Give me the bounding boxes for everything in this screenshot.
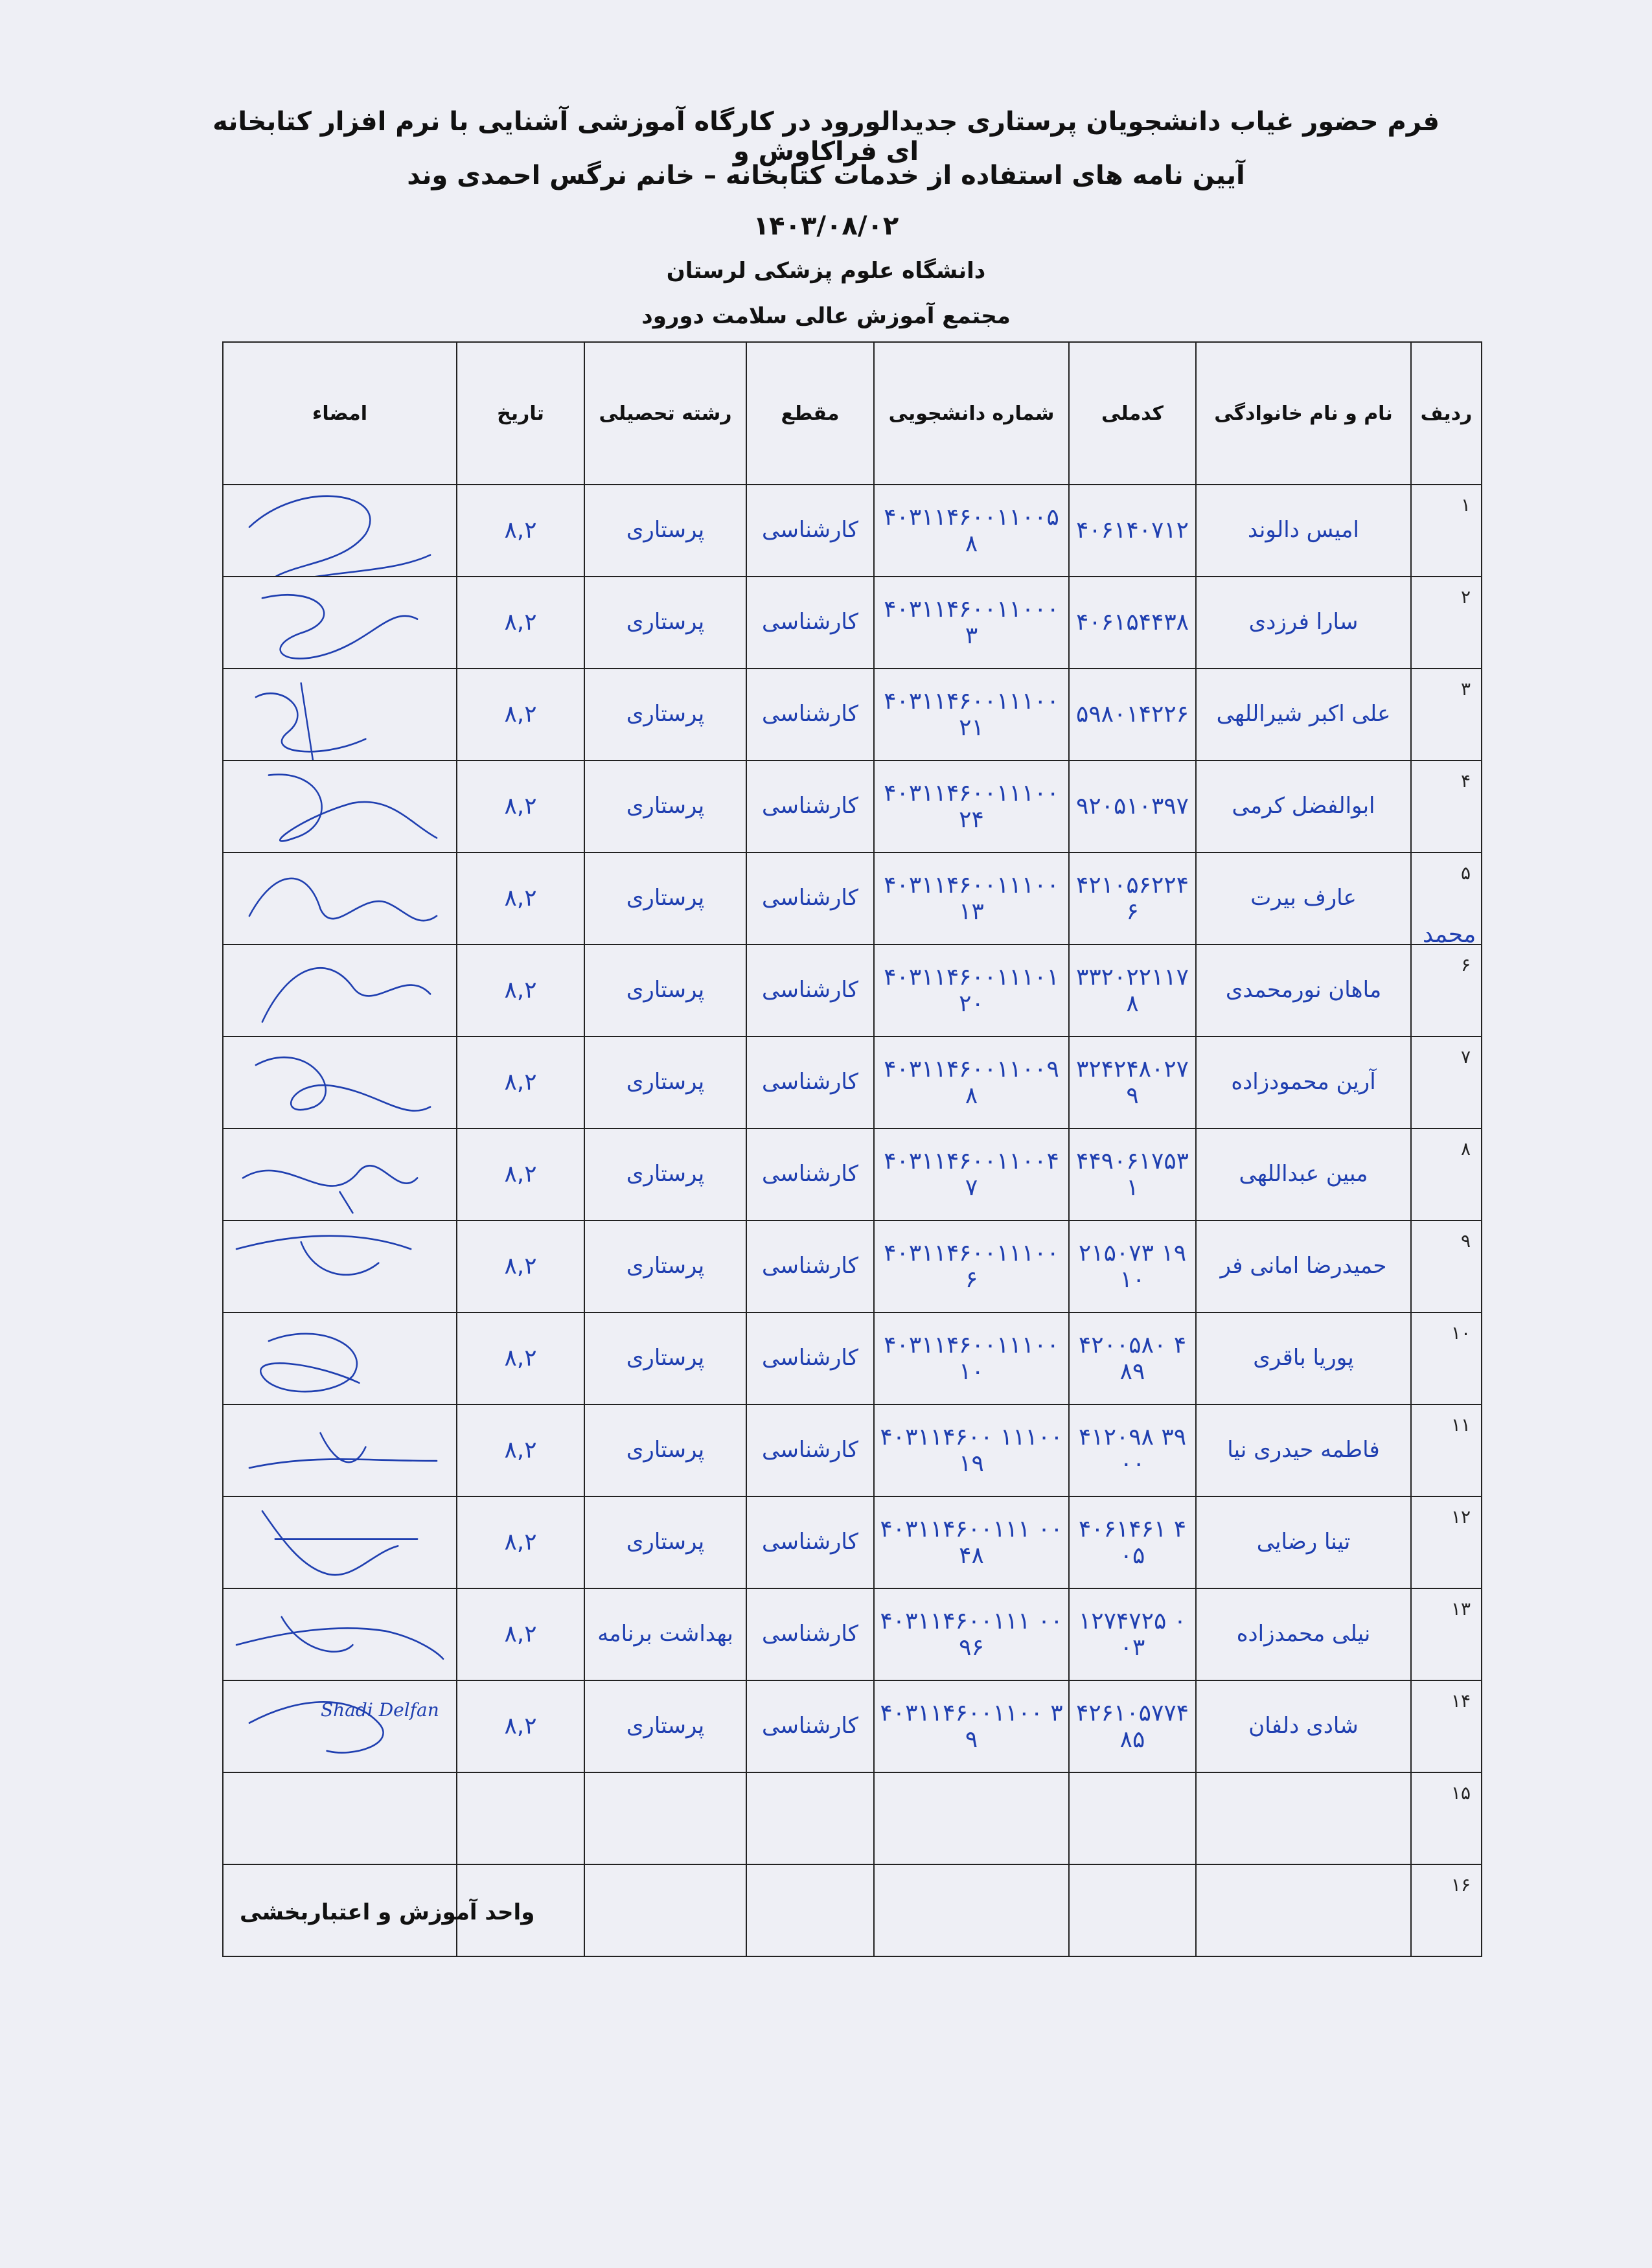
student-number-text: ۴۰۳۱۱۴۶۰۰ ۱۱۱۰۰۱۹ [880,1423,1063,1477]
student-number-text: ۴۰۳۱۱۴۶۰۰۱۱۱۰۰۲۴ [884,779,1059,833]
signature-written-name: Shadi Delfan [321,1699,439,1721]
student-number-cell [874,1588,1069,1680]
national-id-text: ۵۹۸۰۱۴۲۲۶ [1075,701,1189,728]
field-text: پرستاری [626,793,705,819]
level-text: کارشناسی [762,609,858,636]
field-cell [584,1312,746,1404]
table-row [223,485,1482,577]
date-cell [457,1496,584,1588]
signature-cell [223,1496,457,1588]
level-text: کارشناسی [762,793,858,819]
table-row [223,1220,1482,1312]
full-name-text: حمیدرضا امانی فر [1220,1253,1387,1279]
field-cell [584,945,746,1037]
student-number-text: ۴۰۳۱۱۴۶۰۰۱۱۰۰۵۸ [884,503,1059,557]
full-name-cell [1196,485,1411,577]
header-national-id: کدملی [1069,342,1196,485]
national-id-text: ۱۲۷۴۷۲۵ ۰۰۳ [1078,1607,1187,1661]
full-name-text: مبین عبداللهی [1239,1161,1368,1187]
national-id-text: ۴۲۶۱۰۵۷۷۴۸۵ [1075,1699,1189,1753]
row-number: ۹ [1411,1220,1482,1312]
student-number-text: ۴۰۳۱۱۴۶۰۰۱۱۱۰۰۶ [884,1239,1059,1293]
national-id-text: ۴۰۶۱۴۶۱ ۴۰۵ [1078,1515,1187,1569]
level-cell [746,761,874,853]
full-name-text: شادی دلفان [1248,1713,1359,1739]
attendance-table [222,341,1482,1957]
header-student-number: شماره دانشجویی [874,342,1069,485]
level-text: کارشناسی [762,1161,858,1187]
signature-scribble [224,1589,456,1680]
full-name-text: آرین محمودزاده [1231,1069,1376,1095]
signature-scribble [224,1129,456,1220]
complex-name: مجتمع آموزش عالی سلامت دورود [641,303,1011,329]
date-cell [457,1312,584,1404]
student-number-cell [874,761,1069,853]
student-number-cell [874,669,1069,761]
field-cell [584,1220,746,1312]
national-id-cell [1069,577,1196,669]
level-cell [746,945,874,1037]
level-cell [746,853,874,945]
signature-cell [223,761,457,853]
national-id-text: ۹۲۰۵۱۰۳۹۷ [1075,793,1189,820]
signature-stroke [256,683,366,760]
date-text: ۸,۲ [504,1069,537,1096]
field-text: پرستاری [626,1069,705,1095]
signature-scribble [224,485,456,576]
national-id-text: ۳۲۴۲۴۸۰۲۷۹ [1075,1055,1189,1109]
full-name-cell [1196,1864,1411,1956]
university-name: دانشگاه علوم پزشکی لرستان [666,258,986,284]
full-name-cell [1196,945,1411,1037]
student-number-text: ۴۰۳۱۱۴۶۰۰۱۱۱۰۰۱۳ [884,871,1059,925]
row-number: ۱۰ [1411,1312,1482,1404]
full-name-cell [1196,1588,1411,1680]
field-cell [584,1864,746,1956]
signature-scribble [224,1405,456,1496]
student-number-cell [874,1312,1069,1404]
national-id-cell [1069,485,1196,577]
full-name-text: ماهان نورمحمدی [1225,977,1382,1003]
table-row [223,853,1482,945]
level-cell [746,1496,874,1588]
student-number-cell [874,1496,1069,1588]
student-number-cell [874,1220,1069,1312]
table-row [223,577,1482,669]
field-cell [584,1680,746,1772]
national-id-text: ۲۱۵۰۷۳ ۱۹۱۰ [1078,1239,1187,1293]
field-cell [584,1496,746,1588]
national-id-text: ۴۴۹۰۶۱۷۵۳۱ [1075,1147,1189,1201]
date-text: ۸,۲ [504,1713,537,1740]
student-number-cell [874,945,1069,1037]
student-number-text: ۴۰۳۱۱۴۶۰۰۱۱۰۰۴۷ [884,1147,1059,1201]
signature-scribble [224,577,456,668]
row-number: ۵ [1411,853,1482,945]
national-id-text: ۴۱۲۰۹۸ ۳۹۰۰ [1078,1423,1187,1477]
full-name-text: فاطمه حیدری نیا [1227,1437,1380,1463]
full-name-cell [1196,1220,1411,1312]
level-cell [746,577,874,669]
student-number-text: ۴۰۳۱۱۴۶۰۰۱۱۱ ۰۰۹۶ [880,1607,1063,1661]
row-number: ۱۶ [1411,1864,1482,1956]
field-cell [584,1588,746,1680]
footer-unit-name: واحد آموزش و اعتباربخشی [240,1899,535,1925]
full-name-text: تینا رضایی [1256,1529,1351,1555]
student-number-text: ۴۰۳۱۱۴۶۰۰۱۱۱۰۰۱۰ [884,1331,1059,1385]
field-cell [584,669,746,761]
table-row [223,1312,1482,1404]
date-cell [457,485,584,577]
table-row [223,1128,1482,1220]
student-number-cell [874,1037,1069,1128]
level-text: کارشناسی [762,977,858,1003]
signature-scribble [224,1037,456,1128]
signature-scribble [224,1221,456,1312]
national-id-text: ۳۳۲۰۲۲۱۱۷۸ [1075,963,1189,1017]
signature-stroke [236,1236,411,1275]
date-cell [457,853,584,945]
national-id-cell [1069,761,1196,853]
student-number-text: ۴۰۳۱۱۴۶۰۰۱۱۱ ۰۰۴۸ [880,1515,1063,1569]
national-id-cell [1069,945,1196,1037]
signature-cell [223,1037,457,1128]
field-text: پرستاری [626,1529,705,1555]
level-cell [746,669,874,761]
full-name-cell [1196,1404,1411,1496]
form-title-line-1: فرم حضور غیاب دانشجویان پرستاری جدیدالورود در کارگاه آموزشی آشنایی با نرم افزار کتابخانه ای فراکاوش و [212,107,1440,166]
date-text: ۸,۲ [504,793,537,820]
row-number: ۱۳ [1411,1588,1482,1680]
level-text: کارشناسی [762,1621,858,1647]
level-cell [746,1404,874,1496]
field-text: پرستاری [626,1253,705,1279]
field-cell [584,853,746,945]
national-id-text: ۴۲۱۰۵۶۲۲۴۶ [1075,871,1189,925]
date-text: ۸,۲ [504,1345,537,1372]
signature-scribble [224,669,456,760]
field-text: پرستاری [626,885,705,911]
full-name-text: امیس دالوند [1248,517,1359,544]
header-date: تاریخ [457,342,584,485]
row-number: ۱۲ [1411,1496,1482,1588]
field-text: پرستاری [626,609,705,636]
row-number: ۱۵ [1411,1772,1482,1864]
signature-stroke [249,878,437,921]
signature-cell [223,945,457,1037]
student-number-cell [874,1864,1069,1956]
national-id-cell [1069,1772,1196,1864]
student-number-text: ۴۰۳۱۱۴۶۰۰۱۱۰۰۹۸ [884,1055,1059,1109]
date-text: ۸,۲ [504,1621,537,1648]
signature-cell [223,577,457,669]
table-row [223,1680,1482,1772]
date-cell [457,669,584,761]
date-cell [457,1037,584,1128]
signature-stroke [262,968,430,1022]
level-cell [746,1772,874,1864]
full-name-text: علی اکبر شیراللهی [1216,701,1391,727]
field-text: پرستاری [626,1345,705,1371]
field-text: پرستاری [626,517,705,544]
national-id-cell [1069,1680,1196,1772]
date-text: ۸,۲ [504,885,537,912]
signature-cell [223,669,457,761]
table-row [223,1404,1482,1496]
field-cell [584,1772,746,1864]
signature-stroke [260,1334,359,1392]
header-field: رشته تحصیلی [584,342,746,485]
table-row [223,669,1482,761]
signature-stroke [249,496,430,576]
date-cell [457,1404,584,1496]
signature-stroke [269,775,437,842]
row-number: ۶ [1411,945,1482,1037]
signature-scribble [224,853,456,944]
full-name-cell [1196,761,1411,853]
field-cell [584,1404,746,1496]
signature-stroke [236,1617,443,1659]
field-text: پرستاری [626,1161,705,1187]
level-text: کارشناسی [762,1069,858,1095]
signature-cell [223,1588,457,1680]
level-text: کارشناسی [762,1345,858,1371]
student-number-text: ۴۰۳۱۱۴۶۰۰۱۱۱۰۱۲۰ [884,963,1059,1017]
date-text: ۸,۲ [504,1437,537,1464]
level-text: کارشناسی [762,701,858,727]
field-cell [584,577,746,669]
signature-cell [223,1220,457,1312]
signature-cell [223,1404,457,1496]
table-row [223,1588,1482,1680]
field-cell [584,1128,746,1220]
student-number-cell [874,1680,1069,1772]
date-cell [457,577,584,669]
level-cell [746,1128,874,1220]
level-text: کارشناسی [762,517,858,544]
national-id-cell [1069,1220,1196,1312]
date-text: ۸,۲ [504,1161,537,1188]
student-number-cell [874,577,1069,669]
signature-stroke [249,1433,437,1468]
level-text: کارشناسی [762,885,858,911]
row-number: ۸ [1411,1128,1482,1220]
field-cell [584,485,746,577]
signature-scribble [224,945,456,1036]
date-cell [457,1220,584,1312]
signature-cell [223,1128,457,1220]
field-cell [584,761,746,853]
full-name-cell [1196,1037,1411,1128]
student-number-cell [874,1772,1069,1864]
full-name-cell [1196,1680,1411,1772]
header-full-name: نام و نام خانوادگی [1196,342,1411,485]
table-header-row [223,342,1482,485]
national-id-cell [1069,853,1196,945]
level-cell [746,1037,874,1128]
date-cell [457,761,584,853]
signature-scribble [224,1681,456,1772]
full-name-text: نیلی محمدزاده [1236,1621,1371,1647]
national-id-text: ۴۲۰۰۵۸۰ ۴۸۹ [1078,1331,1187,1385]
signature-cell [223,1680,457,1772]
student-number-cell [874,1404,1069,1496]
table-row [223,1496,1482,1588]
date-text: ۸,۲ [504,1253,537,1280]
signature-cell [223,1772,457,1864]
national-id-text: ۴۰۶۱۵۴۴۳۸ [1075,609,1189,636]
student-number-cell [874,1128,1069,1220]
student-number-text: ۴۰۳۱۱۴۶۰۰۱۱۱۰۰۲۱ [884,687,1059,741]
signature-scribble [224,761,456,852]
table-row [223,945,1482,1037]
level-text: کارشناسی [762,1713,858,1739]
field-text: پرستاری [626,701,705,727]
date-text: ۸,۲ [504,977,537,1004]
signature-stroke [262,595,417,658]
row-number: ۷ [1411,1037,1482,1128]
level-cell [746,485,874,577]
full-name-cell [1196,669,1411,761]
level-cell [746,1220,874,1312]
date-text: ۸,۲ [504,1529,537,1556]
full-name-cell [1196,577,1411,669]
date-cell [457,1588,584,1680]
field-text: پرستاری [626,1713,705,1739]
form-title-line-2: آیین نامه های استفاده از خدمات کتابخانه – خانم نرگس احمدی وند [407,161,1245,190]
signature-scribble [224,1313,456,1404]
field-text: پرستاری [626,977,705,1003]
header-row-number: ردیف [1411,342,1482,485]
table-row [223,1772,1482,1864]
date-cell [457,1128,584,1220]
field-cell [584,1037,746,1128]
margin-note: محمد [1423,921,1476,948]
table-row [223,1037,1482,1128]
full-name-cell [1196,1772,1411,1864]
full-name-text: ابوالفضل کرمی [1232,793,1375,819]
national-id-text: ۴۰۶۱۴۰۷۱۲ [1075,517,1189,544]
national-id-cell [1069,1588,1196,1680]
full-name-cell [1196,1128,1411,1220]
national-id-cell [1069,1312,1196,1404]
signature-cell [223,1312,457,1404]
row-number: ۱۴ [1411,1680,1482,1772]
signature-stroke [256,1057,430,1110]
table-row [223,761,1482,853]
student-number-cell [874,853,1069,945]
row-number: ۱۱ [1411,1404,1482,1496]
level-cell [746,1312,874,1404]
level-cell [746,1680,874,1772]
full-name-text: عارف بیرت [1250,885,1357,911]
national-id-cell [1069,1404,1196,1496]
student-number-text: ۴۰۳۱۱۴۶۰۰۱۱۰۰ ۳۹ [880,1699,1063,1753]
national-id-cell [1069,1864,1196,1956]
full-name-cell [1196,1496,1411,1588]
row-number: ۲ [1411,577,1482,669]
date-text: ۸,۲ [504,609,537,636]
row-number: ۳ [1411,669,1482,761]
national-id-cell [1069,1496,1196,1588]
field-text: بهداشت برنامه [597,1621,733,1647]
student-number-cell [874,485,1069,577]
header-level: مقطع [746,342,874,485]
signature-cell [223,485,457,577]
signature-stroke [262,1511,417,1575]
date-text: ۸,۲ [504,701,537,728]
row-number: ۱ [1411,485,1482,577]
national-id-cell [1069,669,1196,761]
national-id-cell [1069,1128,1196,1220]
row-number: ۴ [1411,761,1482,853]
level-text: کارشناسی [762,1253,858,1279]
level-text: کارشناسی [762,1437,858,1463]
national-id-cell [1069,1037,1196,1128]
student-number-text: ۴۰۳۱۱۴۶۰۰۱۱۰۰۰۳ [884,595,1059,649]
full-name-text: سارا فرزدی [1248,609,1359,636]
level-cell [746,1864,874,1956]
signature-stroke [243,1165,417,1213]
signature-cell [223,853,457,945]
full-name-cell [1196,1312,1411,1404]
header-signature: امضاء [223,342,457,485]
date-cell [457,1772,584,1864]
form-date: ۱۴۰۳/۰۸/۰۲ [753,211,899,241]
level-text: کارشناسی [762,1529,858,1555]
level-cell [746,1588,874,1680]
full-name-cell [1196,853,1411,945]
date-cell [457,945,584,1037]
date-cell [457,1680,584,1772]
date-text: ۸,۲ [504,517,537,544]
field-text: پرستاری [626,1437,705,1463]
signature-scribble [224,1497,456,1588]
full-name-text: پوریا باقری [1253,1345,1354,1371]
